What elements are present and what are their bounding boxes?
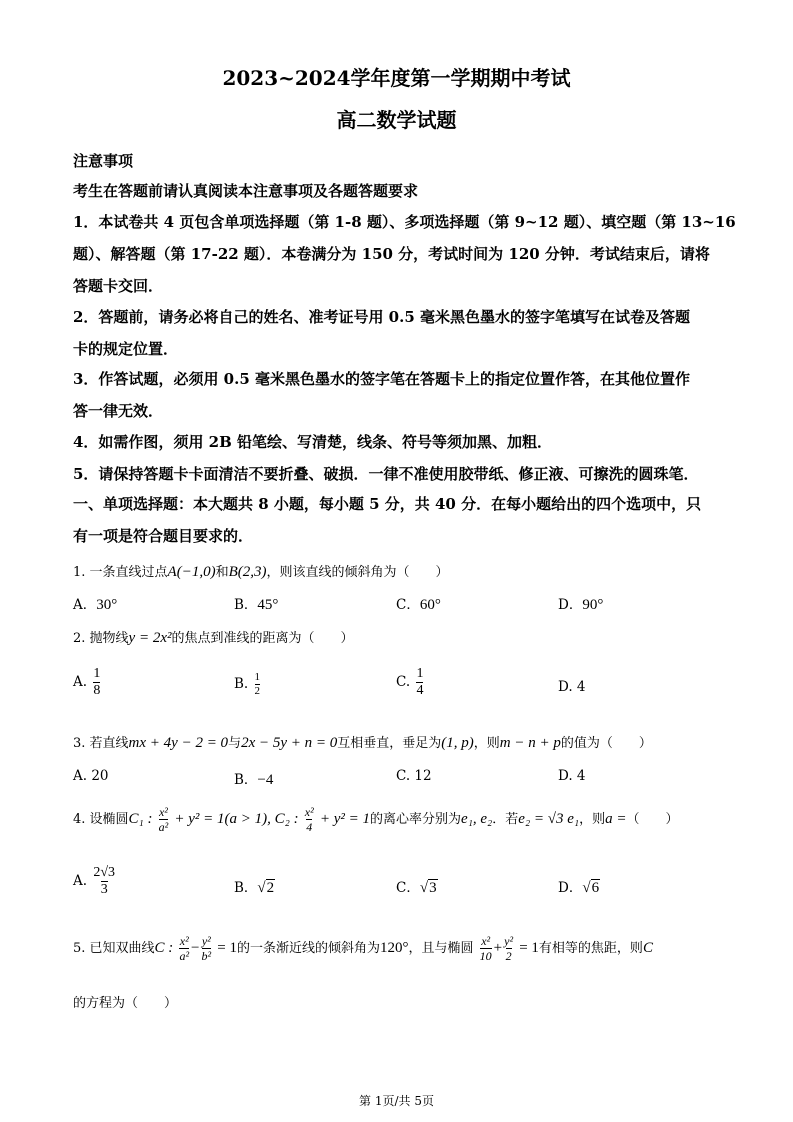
fraction	[93, 866, 115, 897]
option-letter: A.	[73, 873, 88, 890]
exam-title: 2023~2024学年度第一学期期中考试	[222, 66, 571, 90]
notice-heading: 注意事项	[73, 152, 134, 170]
option-value: 30°	[96, 597, 118, 613]
q4-condition: e₂ = √3 e₁	[518, 811, 580, 828]
option-value: 90°	[582, 597, 604, 613]
notice-item1-line3: 答题卡交回．	[73, 277, 164, 295]
q3-option-d[interactable]: D. 4	[558, 768, 586, 784]
q2-text-end: 的焦点到准线的距离为（ ）	[171, 631, 354, 646]
q4-option-d[interactable]	[558, 876, 600, 897]
sqrt: √2	[257, 880, 275, 896]
radicand: 3	[429, 880, 437, 896]
q4-text-ecc: 的离心率分别为	[370, 812, 462, 828]
q5-text-ellipse: ，且与椭圆	[408, 941, 474, 957]
option-letter: A.	[73, 674, 88, 691]
q3-text-then: ，则	[473, 736, 500, 751]
q3-line-2: 2x − 5y + n = 0	[241, 735, 338, 751]
q4-option-c[interactable]	[396, 876, 438, 897]
denominator: 4	[306, 819, 313, 834]
fraction	[179, 935, 189, 962]
q4-option-a[interactable]	[73, 866, 117, 897]
option-letter: C．	[396, 880, 420, 896]
fraction	[159, 806, 169, 833]
denominator: b²	[201, 948, 212, 963]
plus-sign: +	[493, 940, 503, 957]
option-letter: D．	[558, 880, 583, 896]
q5-hyperbola-rest: = 1	[217, 940, 237, 957]
denominator: 8	[93, 682, 101, 698]
q2-option-c[interactable]	[396, 667, 425, 698]
q2-equation: y = 2x²	[128, 630, 172, 646]
numerator: x²	[481, 934, 491, 948]
fraction	[93, 667, 100, 698]
q5-c-var: C	[642, 940, 653, 957]
q3-text: 3. 若直线	[73, 736, 129, 751]
q3-text-end: 的值为（ ）	[560, 736, 652, 751]
numerator: x²	[158, 805, 168, 819]
fraction	[504, 935, 513, 962]
q4-text-then: ，则	[579, 812, 606, 828]
q5-hyperbola-c: C :	[154, 940, 174, 957]
question-2	[73, 627, 354, 647]
q3-text-foot: 互相垂直，垂足为	[337, 736, 442, 751]
q4-ask: a =	[605, 811, 627, 828]
q4-option-b[interactable]	[234, 876, 275, 897]
q4-text-if: ．若	[492, 812, 519, 828]
denominator: a²	[179, 948, 190, 963]
notice-item2-line1: 2．答题前，请务必将自己的姓名、准考证号用 0.5 毫米黑色墨水的签字笔填写在试卷及答题	[73, 308, 690, 326]
option-letter: C．	[396, 597, 420, 613]
q4-text: 4. 设椭圆	[73, 812, 129, 828]
option-letter: B．	[234, 597, 258, 613]
notice-item3-line2: 答一律无效．	[73, 402, 164, 420]
denominator: 2	[505, 948, 512, 963]
q5-ellipse-rest: = 1	[519, 940, 539, 957]
numerator: x²	[304, 805, 314, 819]
notice-item3-line1: 3．作答试题，必须用 0.5 毫米黑色墨水的签字笔在答题卡上的指定位置作答，在其他位置作	[73, 370, 690, 388]
q1-text-end: ，则该直线的倾斜角为（ ）	[266, 565, 449, 580]
q3-option-a[interactable]: A. 20	[73, 768, 109, 784]
question-1	[73, 561, 449, 581]
q1-option-a[interactable]	[73, 593, 117, 614]
q3-foot-point: (1, p)	[441, 735, 474, 751]
fraction	[480, 935, 492, 962]
fraction	[202, 935, 212, 962]
radicand: 2	[266, 880, 275, 896]
q4-text-end: （ ）	[626, 812, 679, 828]
q3-line-1: mx + 4y − 2 = 0	[128, 735, 229, 751]
q4-eccentricities: e₁, e₂	[461, 811, 493, 828]
notice-item4: 4．如需作图，须用 2B 铅笔绘、写清楚，线条、符号等须加黑、加粗．	[73, 433, 552, 451]
option-letter: B.	[234, 676, 249, 693]
q4-ellipse-c1: C₁ :	[128, 811, 153, 828]
q5-text-asymptote: 的一条渐近线的倾斜角为	[236, 941, 380, 957]
q1-text: 1. 一条直线过点	[73, 565, 168, 580]
page-number: 第 1页/共 5页	[359, 1094, 434, 1108]
minus-sign: −	[191, 940, 200, 957]
fraction	[305, 806, 314, 833]
denominator: 2	[254, 684, 261, 697]
q5-angle: 120°	[380, 940, 409, 957]
q3-option-b[interactable]	[234, 768, 273, 789]
section1-line1: 一、单项选择题：本大题共 8 小题，每小题 5 分，共 40 分．在每小题给出的四个选项中，只	[73, 495, 702, 513]
notice-item1-line1: 1．本试卷共 4 页包含单项选择题（第 1-8 题）、多项选择题（第 9~12 题）、填空题（第 13~16	[73, 213, 736, 231]
q2-option-b[interactable]	[234, 672, 262, 697]
option-value: 45°	[257, 597, 279, 613]
numerator: 1	[93, 666, 101, 681]
q2-option-d[interactable]: D. 4	[558, 679, 586, 695]
radicand: 6	[591, 880, 600, 896]
numerator: y²	[201, 934, 211, 948]
question-3	[73, 732, 652, 752]
option-value: 60°	[419, 597, 441, 613]
numerator: 2√3	[93, 865, 116, 880]
q5-text: 5. 已知双曲线	[73, 941, 155, 957]
q1-option-d[interactable]	[558, 593, 603, 614]
denominator: 10	[479, 948, 492, 963]
q2-option-a[interactable]	[73, 667, 102, 698]
denominator: 4	[416, 682, 424, 698]
fraction	[416, 667, 423, 698]
notice-item2-line2: 卡的规定位置．	[73, 340, 179, 358]
sqrt: √6	[582, 880, 600, 896]
option-letter: B．	[234, 772, 258, 788]
option-letter: C.	[396, 674, 411, 691]
q4-ellipse-c1-rest: + y² = 1(a > 1), C₂ :	[174, 811, 299, 828]
numerator: 1	[254, 671, 261, 683]
denominator: 3	[100, 881, 108, 897]
numerator: 1	[416, 666, 424, 681]
option-letter: B．	[234, 880, 258, 896]
notice-item5: 5．请保持答题卡卡面清洁不要折叠、破损．一律不准使用胶带纸、修正液、可擦洗的圆珠笔．	[73, 465, 699, 483]
exam-subtitle: 高二数学试题	[336, 108, 457, 132]
option-value: −4	[257, 772, 274, 788]
q1-text-and: 和	[215, 565, 229, 580]
q5-text-then: 有相等的焦距，则	[538, 941, 643, 957]
notice-item1-line2: 题）、解答题（第 17-22 题）．本卷满分为 150 分，考试时间为 120 分钟．考试结束后，请将	[73, 245, 710, 263]
numerator: x²	[179, 934, 189, 948]
fraction	[255, 672, 261, 697]
option-letter: A．	[73, 597, 97, 613]
q3-option-c[interactable]: C. 12	[396, 768, 432, 784]
q2-text: 2. 抛物线	[73, 631, 129, 646]
q3-expression: m − n + p	[499, 735, 561, 751]
q1-point-a: A(−1,0)	[167, 564, 216, 580]
q1-point-b: B(2,3)	[228, 564, 267, 580]
notice-intro: 考生在答题前请认真阅读本注意事项及各题答题要求	[73, 182, 419, 200]
question-4	[73, 806, 679, 833]
q4-ellipse-c2-rest: + y² = 1	[319, 811, 371, 828]
q5-line2: 的方程为（ ）	[73, 996, 178, 1011]
option-letter: D．	[558, 597, 583, 613]
q3-text-and: 与	[228, 736, 242, 751]
question-5	[73, 935, 653, 962]
denominator: a²	[158, 819, 169, 834]
q1-option-b[interactable]	[234, 593, 278, 614]
section1-line2: 有一项是符合题目要求的．	[73, 527, 254, 545]
numerator: y²	[504, 934, 514, 948]
sqrt: √3	[419, 880, 437, 896]
q1-option-c[interactable]	[396, 593, 441, 614]
